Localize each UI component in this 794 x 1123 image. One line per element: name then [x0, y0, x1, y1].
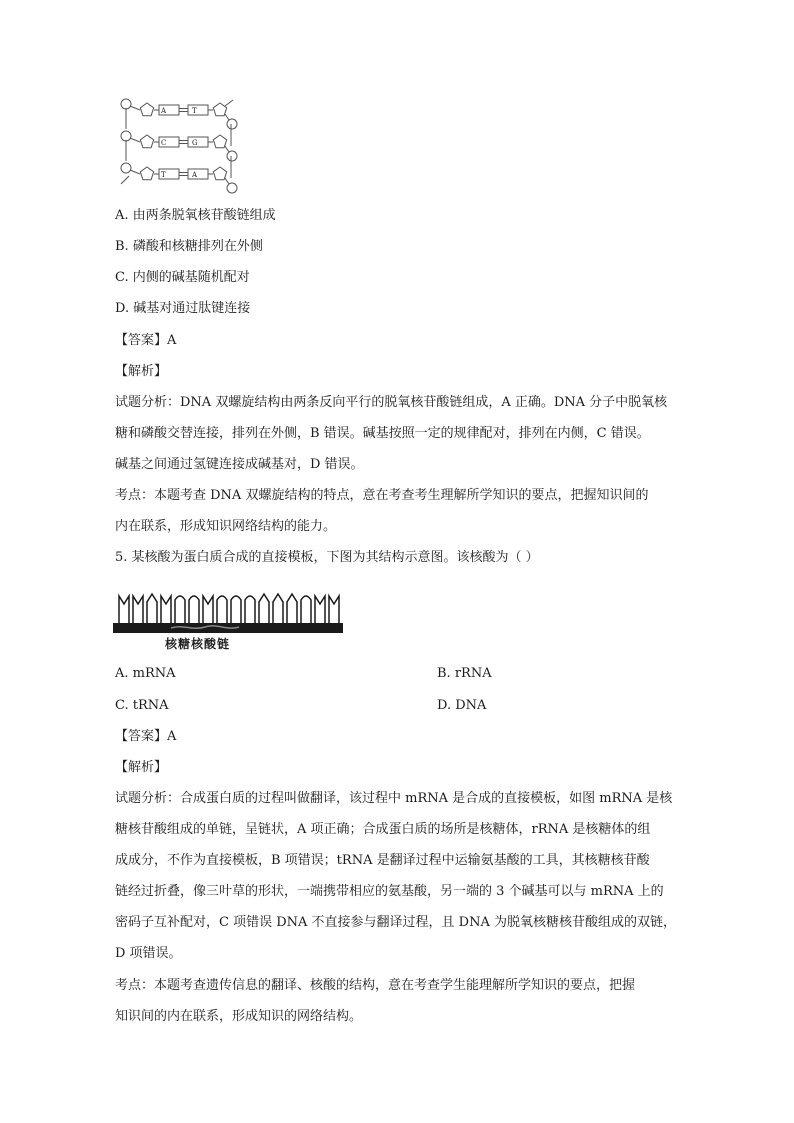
analysis-title: 【解析】	[115, 364, 168, 379]
nucleotide-tooth	[245, 596, 255, 623]
analysis-line: 碱基之间通过氢键连接成碱基对，D 错误。	[115, 457, 364, 472]
base-box	[188, 137, 208, 147]
nucleotide-tooth	[203, 596, 213, 623]
nucleotide-tooth	[133, 596, 143, 623]
phosphate-circle	[121, 99, 131, 109]
analysis-line: 糖核苷酸组成的单链，呈链状，A 项正确；合成蛋白质的场所是核糖体，rRNA 是核糖体的组	[115, 822, 651, 837]
base-box	[188, 169, 208, 179]
deoxyribose-pentagon	[140, 135, 153, 148]
dna-base-label: T	[192, 107, 197, 115]
nucleotide-tooth	[189, 596, 199, 623]
bond-line	[225, 114, 229, 120]
question-stem: 5. 某核酸为蛋白质合成的直接模板，下图为其结构示意图。该核酸为（ ）	[115, 550, 539, 565]
dna-base-label: T	[161, 171, 166, 179]
nucleotide-tooth	[329, 596, 339, 623]
base-box	[188, 105, 208, 115]
analysis-line: 链经过折叠，像三叶草的形状，一端携带相应的氨基酸，另一端的 3 个碱基可以与 mRNA 上的	[115, 884, 664, 899]
nucleotide-tooth	[175, 596, 185, 623]
nucleotide-tooth	[147, 594, 157, 623]
nucleotide-tooth	[217, 596, 227, 623]
bond-line	[225, 146, 229, 152]
kaodian-line: 内在联系，形成知识网络结构的能力。	[115, 519, 337, 534]
dna-structure-figure	[113, 96, 243, 196]
answer-label: 【答案】A	[115, 333, 177, 348]
nucleotide-tooth	[161, 596, 171, 623]
option-c: C. 内侧的碱基随机配对	[115, 270, 250, 285]
phosphate-circle	[227, 119, 237, 129]
option-b: B. rRNA	[437, 666, 492, 681]
bond-line	[130, 106, 140, 110]
deoxyribose-pentagon	[140, 103, 153, 116]
option-d: D. 碱基对通过肽键连接	[115, 301, 251, 316]
nucleotide-tooth	[259, 594, 269, 623]
deoxyribose-pentagon	[213, 135, 226, 148]
nucleotide-tooth	[315, 596, 325, 623]
phosphate-circle	[121, 131, 131, 141]
figure-caption: 核糖核酸链	[165, 637, 231, 651]
phosphate-circle	[227, 151, 237, 161]
kaodian-line: 考点：本题考查遗传信息的翻译、核酸的结构，意在考查学生能理解所学知识的要点，把握	[115, 978, 636, 993]
bond-line	[225, 178, 229, 184]
analysis-line: 成成分，不作为直接模板，B 项错误；tRNA 是翻译过程中运输氨基酸的工具，其核糖核苷酸	[115, 853, 650, 868]
option-c: C. tRNA	[115, 698, 169, 713]
analysis-line: 密码子互补配对，C 项错误 DNA 不直接参与翻译过程，且 DNA 为脱氧核糖核苷酸组成的双链，	[115, 915, 676, 930]
deoxyribose-pentagon	[213, 167, 226, 180]
option-a: A. 由两条脱氧核苷酸链组成	[115, 208, 276, 223]
nucleotide-tooth	[301, 596, 311, 623]
phosphate-circle	[227, 183, 237, 193]
nucleotide-tooth	[287, 594, 297, 623]
nucleotide-tooth	[273, 594, 283, 623]
dna-base-label: G	[192, 139, 198, 147]
phosphate-circle	[121, 163, 131, 173]
kaodian-line: 知识间的内在联系，形成知识的网络结构。	[115, 1009, 363, 1024]
bond-line	[130, 138, 140, 142]
dna-base-label: A	[161, 107, 167, 115]
mrna-structure-figure	[113, 590, 343, 636]
kaodian-line: 考点：本题考查 DNA 双螺旋结构的特点，意在考查考生理解所学知识的要点，把握知识间的	[115, 488, 649, 503]
option-b: B. 磷酸和核糖排列在外侧	[115, 239, 263, 254]
analysis-line: 试题分析：DNA 双螺旋结构由两条反向平行的脱氧核苷酸链组成，A 正确。DNA 分子中脱氧核	[115, 395, 668, 410]
deoxyribose-pentagon	[213, 103, 226, 116]
option-d: D. DNA	[437, 698, 487, 713]
bond-line	[130, 170, 140, 174]
analysis-line: D 项错误。	[115, 946, 182, 961]
analysis-title: 【解析】	[115, 760, 168, 775]
nucleotide-tooth	[231, 596, 241, 623]
answer-label: 【答案】A	[115, 729, 177, 744]
analysis-line: 糖和磷酸交替连接，排列在外侧，B 错误。碱基按照一定的规律配对，排列在内侧，C 错误。	[115, 426, 650, 441]
dna-base-label: C	[161, 139, 167, 147]
dna-base-label: A	[192, 171, 198, 179]
analysis-line: 试题分析：合成蛋白质的过程叫做翻译，该过程中 mRNA 是合成的直接模板，如图 mRNA 是核	[115, 791, 673, 806]
deoxyribose-pentagon	[140, 167, 153, 180]
nucleotide-tooth	[119, 596, 129, 623]
option-a: A. mRNA	[115, 666, 176, 681]
